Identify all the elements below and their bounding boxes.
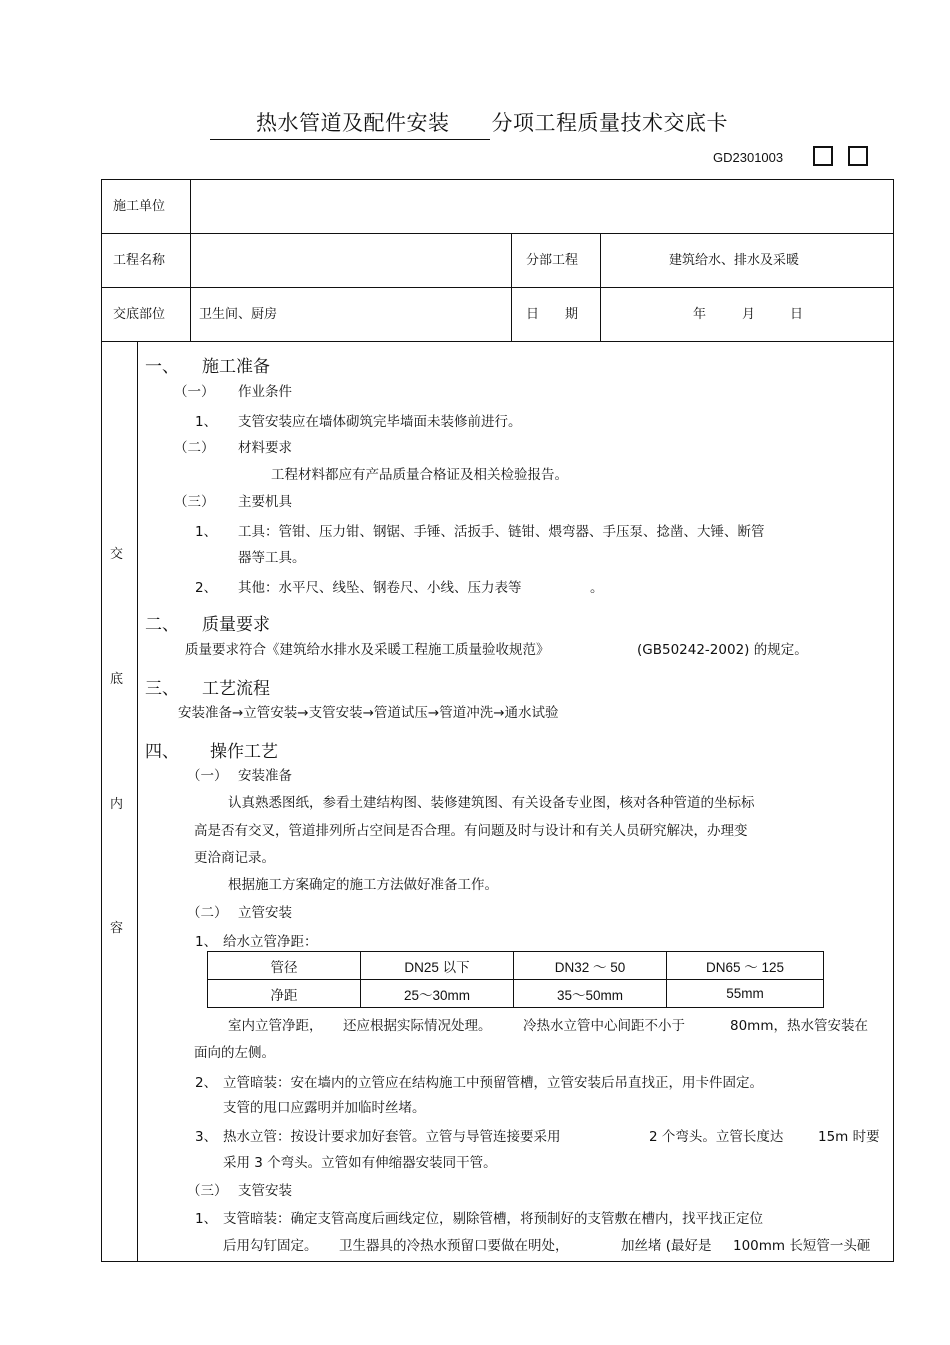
col-divider [511,233,512,341]
unit-label: 施工单位 [113,199,166,214]
pipe-spacing-table [207,951,824,1008]
subsection-number: （一） [187,768,228,784]
section-heading: 操作工艺 [210,742,278,762]
table-cell: 管径 [208,952,361,980]
paragraph: 。 [590,580,604,596]
paragraph: 面向的左侧。 [194,1045,275,1061]
paragraph: 2 个弯头。立管长度达 [649,1129,784,1145]
checkbox-2[interactable] [848,146,868,166]
subsection-number: （三） [187,1183,228,1199]
checkbox-1[interactable] [813,146,833,166]
sub-project-value[interactable]: 建筑给水、排水及采暖 [669,253,800,268]
item-number: 2、 [195,580,218,596]
paragraph: 后用勾钉固定。 [223,1238,318,1254]
paragraph: 其他：水平尺、线坠、钢卷尺、小线、压力表等 [238,580,522,596]
table-cell: 25～30mm [361,980,514,1008]
date-label: 日 期 [526,307,579,322]
paragraph: 质量要求符合《建筑给水排水及采暖工程施工质量验收规范》 [185,642,550,658]
title-suffix: 分项工程质量技术交底卡 [491,111,728,135]
item-number: 1、 [195,1211,218,1227]
row-divider [101,233,894,234]
side-label-char: 容 [110,921,124,936]
paragraph: 还应根据实际情况处理。 [343,1018,492,1034]
subsection-number: （二） [174,440,215,456]
paragraph: (GB50242-2002) 的规定。 [637,642,808,658]
col-divider [600,233,601,341]
title-project-name: 热水管道及配件安装 [210,107,490,140]
subsection-heading: 支管安装 [238,1183,292,1199]
item-number: 1、 [195,414,218,430]
subsection-heading: 作业条件 [238,384,292,400]
paragraph: 100mm 长短管一头砸 [733,1238,871,1254]
paragraph: 给水立管净距： [223,934,318,950]
paragraph: 室内立管净距， [228,1018,323,1034]
paragraph: 卫生器具的冷热水预留口要做在明处， [339,1238,569,1254]
item-number: 3、 [195,1129,218,1145]
section-number: 二、 [145,615,179,635]
paragraph: 认真熟悉图纸，参看土建结构图、装修建筑图、有关设备专业图，核对各种管道的坐标标 [228,795,755,811]
paragraph: 支管安装应在墙体砌筑完毕墙面未装修前进行。 [238,414,522,430]
side-label-char: 交 [110,547,124,562]
subsection-heading: 主要机具 [238,494,292,510]
subsection-heading: 材料要求 [238,440,292,456]
table-row [208,952,824,980]
paragraph: 支管暗装：确定支管高度后画线定位，剔除管槽，将预制好的支管敷在槽内，找平找正定位 [223,1211,763,1227]
paragraph: 冷热水立管中心间距不小于 [523,1018,685,1034]
sub-project-label: 分部工程 [526,253,579,268]
date-year[interactable]: 年 [693,307,707,322]
date-day[interactable]: 日 [790,307,804,322]
paragraph: 采用 3 个弯头。立管如有伸缩器安装同干管。 [223,1155,497,1171]
subsection-number: （一） [174,384,215,400]
table-row [208,980,824,1008]
row-divider [101,341,894,342]
paragraph: 15m 时要 [818,1129,880,1145]
paragraph: 高是否有交叉，管道排列所占空间是否合理。有问题及时与设计和有关人员研究解决，办理变 [194,823,748,839]
item-number: 2、 [195,1075,218,1091]
part-value[interactable]: 卫生间、厨房 [199,307,278,322]
subsection-number: （二） [187,905,228,921]
table-cell: DN25 以下 [361,952,514,980]
paragraph: 工程材料都应有产品质量合格证及相关检验报告。 [271,467,568,483]
project-label: 工程名称 [113,253,166,268]
subsection-heading: 立管安装 [238,905,292,921]
subsection-heading: 安装准备 [238,768,292,784]
section-heading: 质量要求 [202,615,270,635]
section-heading: 工艺流程 [202,679,270,699]
section-heading: 施工准备 [202,357,270,377]
col-divider [190,179,191,341]
process-flow: 安装准备→立管安装→支管安装→管道试压→管道冲洗→通水试验 [178,705,559,721]
section-number: 四、 [145,742,179,762]
section-number: 一、 [145,357,179,377]
paragraph: 器等工具。 [238,550,306,566]
table-cell: DN32 ～ 50 [514,952,667,980]
document-title [210,107,728,140]
paragraph: 支管的甩口应露明并加临时丝堵。 [223,1100,426,1116]
date-month[interactable]: 月 [742,307,756,322]
side-label-char: 底 [110,672,124,687]
table-cell: 55mm [667,980,824,1008]
paragraph: 加丝堵 (最好是 [621,1238,712,1254]
part-label: 交底部位 [113,307,166,322]
paragraph: 80mm，热水管安装在 [730,1018,868,1034]
section-number: 三、 [145,679,179,699]
item-number: 1、 [195,934,218,950]
item-number: 1、 [195,524,218,540]
table-cell: 35～50mm [514,980,667,1008]
paragraph: 根据施工方案确定的施工方法做好准备工作。 [228,877,498,893]
paragraph: 工具：管钳、压力钳、钢锯、手锤、活扳手、链钳、煨弯器、手压泵、捻凿、大锤、断管 [238,524,765,540]
table-cell: DN65 ～ 125 [667,952,824,980]
paragraph: 热水立管：按设计要求加好套管。立管与导管连接要采用 [223,1129,561,1145]
paragraph: 立管暗装：安在墙内的立管应在结构施工中预留管槽，立管安装后吊直找正，用卡件固定。 [223,1075,763,1091]
side-label-char: 内 [110,797,124,812]
document-code: GD2301003 [713,150,784,165]
col-divider [137,341,138,1262]
row-divider [101,287,894,288]
paragraph: 更洽商记录。 [194,850,275,866]
table-cell: 净距 [208,980,361,1008]
subsection-number: （三） [174,494,215,510]
